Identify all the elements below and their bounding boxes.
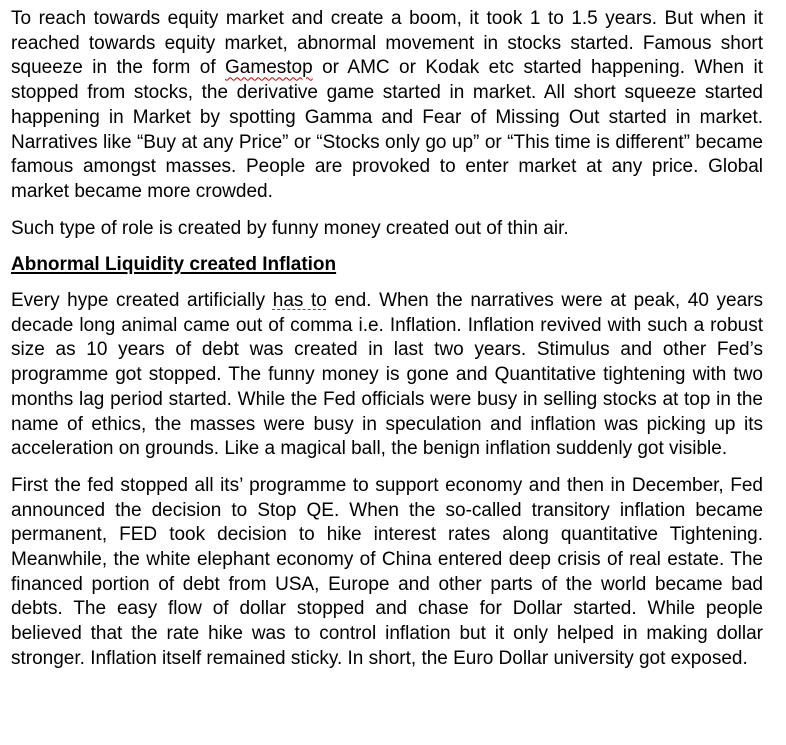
paragraph-equity-boom [11, 7, 763, 205]
paragraph-hype [11, 289, 763, 462]
paragraph-text: or AMC or Kodak etc started happening. When it stopped from stocks, the derivative game started in market. All short squeeze started happening in Market by spotting Gamma and Fear of Missing Out started in market. Narratives like “Buy at any Price” or “Stocks only go up” or “This time is different” became famous amongst masses. People are provoked to enter market at any price. Global market became more crowded. [11, 57, 763, 202]
spellcheck-flagged-word: Gamestop [225, 57, 313, 79]
grammar-flagged-phrase: has to [272, 290, 327, 312]
paragraph-text: end. When the narratives were at peak, 40 years decade long animal came out of comma i.e. Inflation. Inflation revived with such a robust size as 10 years of debt was created in last two years. Stimulus and other Fed’s programme got stopped. The funny money is gone and Quantitative tightening with two months lag period started. While the Fed officials were busy in selling stocks at top in the name of ethics, the masses were busy in speculation and inflation was picking up its acceleration on grounds. Like a magical ball, the benign inflation suddenly got visible. [11, 290, 763, 460]
paragraph-fed-qe: First the fed stopped all its’ programme to support economy and then in December, Fed announced the decision to Stop QE. When the so-called transitory inflation became permanent, FED took decision to hike interest rates along quantitative Tightening. Meanwhile, the white elephant economy of China entered deep crisis of real estate. The financed portion of debt from USA, Europe and other parts of the world became bad debts. The easy flow of dollar stopped and chase for Dollar started. While people believed that the rate hike was to control inflation but it only helped in making dollar stronger. Inflation itself remained sticky. In short, the Euro Dollar university got exposed. [11, 474, 763, 669]
paragraph-text: Every hype created artificially [11, 290, 273, 312]
paragraph-text: To reach towards equity market and create a boom, it took 1 to 1.5 years. But when it reached towards equity market, abnormal movement in stocks started. Famous short squeeze in the form of [11, 8, 763, 79]
paragraph-funny-money: Such type of role is created by funny money created out of thin air. [11, 217, 569, 239]
section-heading: Abnormal Liquidity created Inflation [11, 254, 337, 276]
